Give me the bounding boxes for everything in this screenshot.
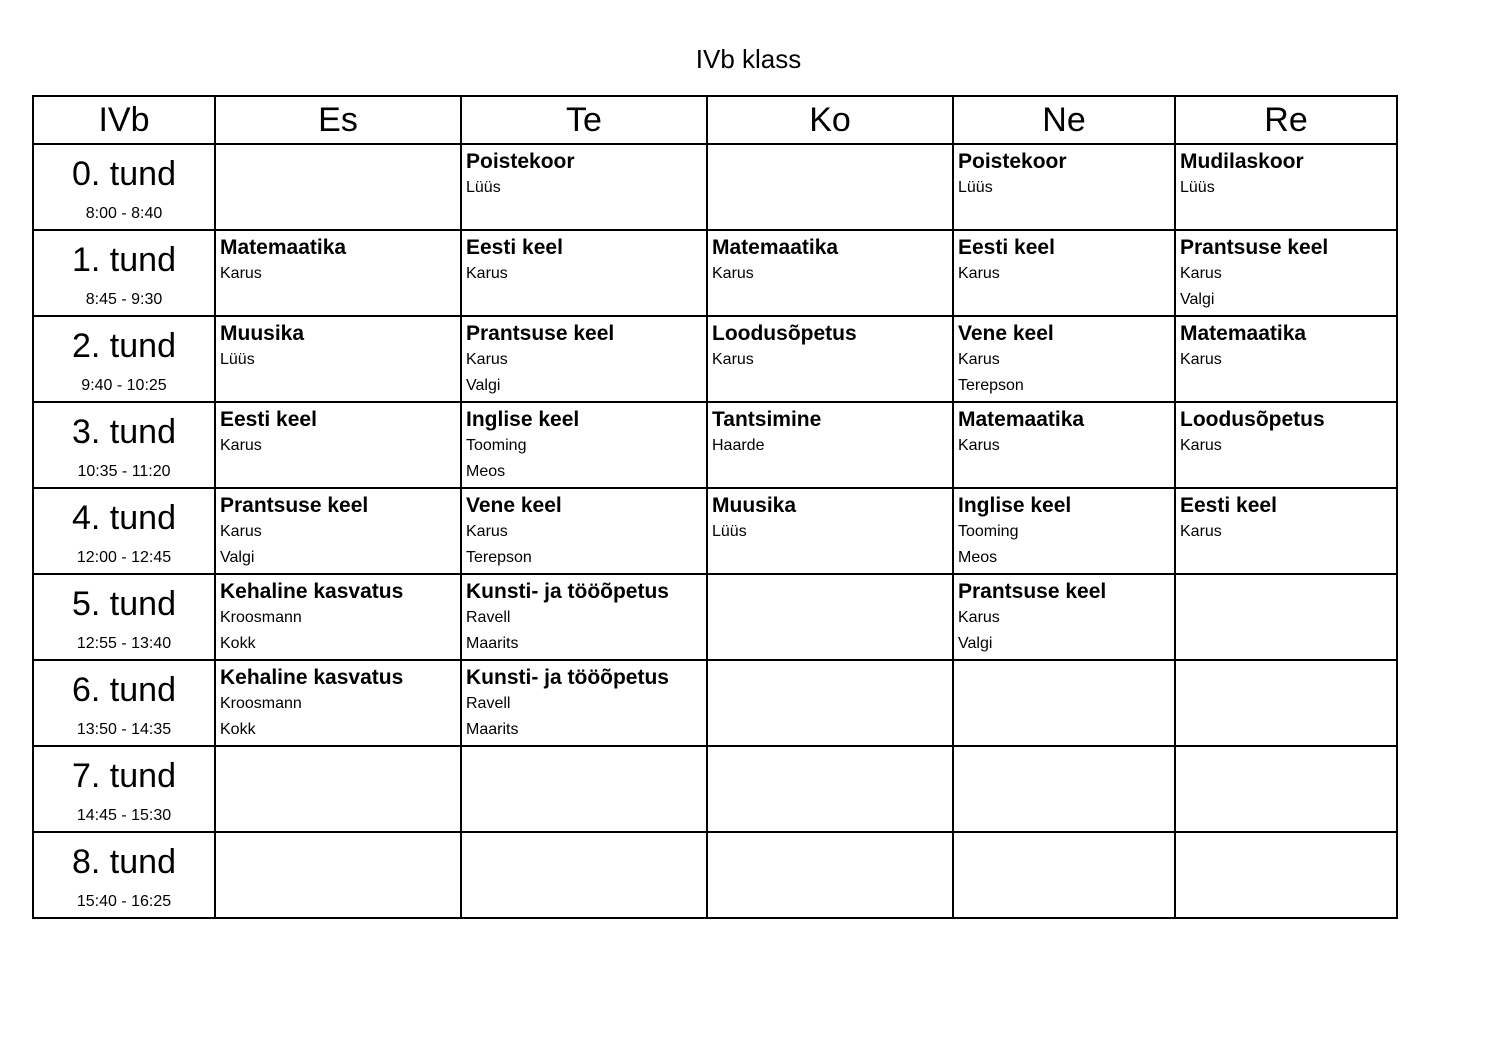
lesson-cell-monday — [215, 230, 461, 316]
period-name: 5. tund — [72, 585, 176, 623]
teacher-name: Valgi — [958, 634, 993, 652]
lesson-cell-tuesday — [461, 488, 707, 574]
lesson-cell-thursday — [953, 316, 1175, 402]
period-cell — [33, 746, 215, 832]
teacher-name: Karus — [220, 437, 262, 454]
lesson-cell-thursday — [953, 574, 1175, 660]
teacher-name: Kroosmann — [220, 609, 302, 626]
teacher-name: Meos — [466, 462, 506, 480]
teacher-name: Karus — [220, 265, 262, 282]
subject-name: Matemaatika — [712, 236, 839, 259]
lesson-cell-tuesday — [461, 316, 707, 402]
teacher-name: Maarits — [466, 720, 519, 738]
lesson-cell-friday — [1175, 746, 1397, 832]
period-time: 8:00 - 8:40 — [85, 205, 163, 222]
period-time: 12:00 - 12:45 — [76, 549, 172, 566]
teacher-name: Meos — [958, 548, 998, 566]
subject-name: Tantsimine — [712, 408, 822, 431]
lesson-cell-friday — [1175, 832, 1397, 918]
lesson-cell-thursday — [953, 746, 1175, 832]
subject-name: Mudilaskoor — [1180, 150, 1304, 173]
subject-name: Kunsti- ja tööõpetus — [466, 580, 669, 603]
header-cell-class: IVb — [33, 96, 215, 144]
lesson-cell-wednesday — [707, 488, 953, 574]
teacher-name: Lüüs — [466, 179, 501, 196]
teacher-name: Karus — [466, 265, 508, 282]
teacher-name: Valgi — [466, 376, 501, 394]
subject-name: Prantsuse keel — [1180, 236, 1329, 259]
timetable-body — [33, 144, 1397, 918]
teacher-name: Lüüs — [220, 351, 255, 368]
teacher-name: Kroosmann — [220, 695, 302, 712]
lesson-cell-tuesday — [461, 574, 707, 660]
lesson-cell-monday — [215, 746, 461, 832]
period-cell — [33, 316, 215, 402]
period-cell — [33, 574, 215, 660]
teacher-name: Valgi — [220, 548, 255, 566]
period-cell — [33, 402, 215, 488]
lesson-cell-tuesday — [461, 402, 707, 488]
table-row — [33, 230, 1397, 316]
teacher-name: Karus — [1180, 351, 1222, 368]
table-row — [33, 746, 1397, 832]
header-row — [33, 96, 1397, 144]
teacher-name: Karus — [466, 523, 508, 540]
lesson-cell-wednesday — [707, 832, 953, 918]
lesson-cell-wednesday — [707, 144, 953, 230]
header-cell-monday: Es — [215, 96, 461, 144]
subject-name: Matemaatika — [1180, 322, 1307, 345]
period-time: 12:55 - 13:40 — [76, 635, 172, 652]
period-name: 6. tund — [72, 671, 176, 709]
period-cell — [33, 144, 215, 230]
period-cell — [33, 230, 215, 316]
subject-name: Kehaline kasvatus — [220, 666, 404, 689]
lesson-cell-tuesday — [461, 660, 707, 746]
period-time: 15:40 - 16:25 — [76, 893, 172, 910]
period-time: 8:45 - 9:30 — [85, 291, 163, 308]
lesson-cell-wednesday — [707, 746, 953, 832]
subject-name: Muusika — [220, 322, 305, 345]
teacher-name: Terepson — [958, 376, 1024, 394]
subject-name: Poistekoor — [466, 150, 575, 173]
teacher-name: Maarits — [466, 634, 519, 652]
teacher-name: Karus — [466, 351, 508, 368]
lesson-cell-wednesday — [707, 230, 953, 316]
lesson-cell-tuesday — [461, 832, 707, 918]
teacher-name: Lüüs — [712, 523, 747, 540]
lesson-cell-friday — [1175, 230, 1397, 316]
teacher-name: Karus — [712, 265, 754, 282]
lesson-cell-wednesday — [707, 574, 953, 660]
lesson-cell-monday — [215, 574, 461, 660]
period-name: 7. tund — [72, 757, 176, 795]
lesson-cell-friday — [1175, 402, 1397, 488]
subject-name: Inglise keel — [466, 408, 580, 431]
table-row — [33, 144, 1397, 230]
subject-name: Vene keel — [466, 494, 562, 517]
subject-name: Eesti keel — [466, 236, 563, 259]
subject-name: Inglise keel — [958, 494, 1072, 517]
lesson-cell-thursday — [953, 402, 1175, 488]
lesson-cell-monday — [215, 144, 461, 230]
subject-name: Loodusõpetus — [712, 322, 857, 345]
teacher-name: Lüüs — [958, 179, 993, 196]
teacher-name: Karus — [1180, 523, 1222, 540]
table-row — [33, 402, 1397, 488]
lesson-cell-friday — [1175, 144, 1397, 230]
subject-name: Matemaatika — [220, 236, 347, 259]
table-row — [33, 660, 1397, 746]
period-time: 13:50 - 14:35 — [76, 721, 172, 738]
lesson-cell-thursday — [953, 488, 1175, 574]
teacher-name: Ravell — [466, 609, 511, 626]
teacher-name: Karus — [1180, 265, 1222, 282]
lesson-cell-friday — [1175, 660, 1397, 746]
header-cell-thursday: Ne — [953, 96, 1175, 144]
lesson-cell-tuesday — [461, 144, 707, 230]
lesson-cell-friday — [1175, 574, 1397, 660]
period-time: 10:35 - 11:20 — [77, 463, 171, 480]
teacher-name: Karus — [220, 523, 262, 540]
teacher-name: Karus — [712, 351, 754, 368]
lesson-cell-thursday — [953, 230, 1175, 316]
lesson-cell-monday — [215, 488, 461, 574]
lesson-cell-thursday — [953, 832, 1175, 918]
lesson-cell-tuesday — [461, 230, 707, 316]
period-time: 14:45 - 15:30 — [76, 807, 172, 824]
teacher-name: Kokk — [220, 634, 256, 652]
lesson-cell-wednesday — [707, 402, 953, 488]
teacher-name: Karus — [958, 351, 1000, 368]
period-cell — [33, 832, 215, 918]
period-cell — [33, 488, 215, 574]
period-name: 4. tund — [72, 499, 176, 537]
teacher-name: Lüüs — [1180, 179, 1215, 196]
period-time: 9:40 - 10:25 — [81, 377, 167, 394]
lesson-cell-friday — [1175, 316, 1397, 402]
subject-name: Matemaatika — [958, 408, 1085, 431]
lesson-cell-tuesday — [461, 746, 707, 832]
teacher-name: Valgi — [1180, 290, 1215, 308]
lesson-cell-monday — [215, 402, 461, 488]
period-name: 8. tund — [72, 843, 176, 881]
lesson-cell-wednesday — [707, 660, 953, 746]
subject-name: Kehaline kasvatus — [220, 580, 404, 603]
period-name: 1. tund — [72, 241, 176, 279]
timetable — [32, 95, 1398, 919]
lesson-cell-monday — [215, 832, 461, 918]
lesson-cell-thursday — [953, 660, 1175, 746]
subject-name: Kunsti- ja tööõpetus — [466, 666, 669, 689]
teacher-name: Kokk — [220, 720, 256, 738]
period-cell — [33, 660, 215, 746]
teacher-name: Haarde — [712, 437, 765, 454]
lesson-cell-friday — [1175, 488, 1397, 574]
subject-name: Eesti keel — [220, 408, 317, 431]
table-row — [33, 488, 1397, 574]
subject-name: Prantsuse keel — [466, 322, 615, 345]
subject-name: Prantsuse keel — [220, 494, 369, 517]
table-row — [33, 316, 1397, 402]
subject-name: Muusika — [712, 494, 797, 517]
subject-name: Vene keel — [958, 322, 1054, 345]
teacher-name: Terepson — [466, 548, 532, 566]
lesson-cell-monday — [215, 660, 461, 746]
teacher-name: Karus — [958, 609, 1000, 626]
subject-name: Prantsuse keel — [958, 580, 1107, 603]
teacher-name: Karus — [958, 437, 1000, 454]
lesson-cell-thursday — [953, 144, 1175, 230]
header-cell-friday: Re — [1175, 96, 1397, 144]
table-row — [33, 574, 1397, 660]
teacher-name: Karus — [1180, 437, 1222, 454]
subject-name: Eesti keel — [1180, 494, 1277, 517]
teacher-name: Ravell — [466, 695, 511, 712]
teacher-name: Karus — [958, 265, 1000, 282]
period-name: 3. tund — [72, 413, 176, 451]
teacher-name: Tooming — [466, 437, 527, 454]
subject-name: Eesti keel — [958, 236, 1055, 259]
subject-name: Loodusõpetus — [1180, 408, 1325, 431]
header-cell-tuesday: Te — [461, 96, 707, 144]
subject-name: Poistekoor — [958, 150, 1067, 173]
header-cell-wednesday: Ko — [707, 96, 953, 144]
table-row — [33, 832, 1397, 918]
lesson-cell-monday — [215, 316, 461, 402]
period-name: 2. tund — [72, 327, 176, 365]
page-title: IVb klass — [695, 44, 802, 74]
period-name: 0. tund — [72, 155, 176, 193]
teacher-name: Tooming — [958, 523, 1019, 540]
lesson-cell-wednesday — [707, 316, 953, 402]
